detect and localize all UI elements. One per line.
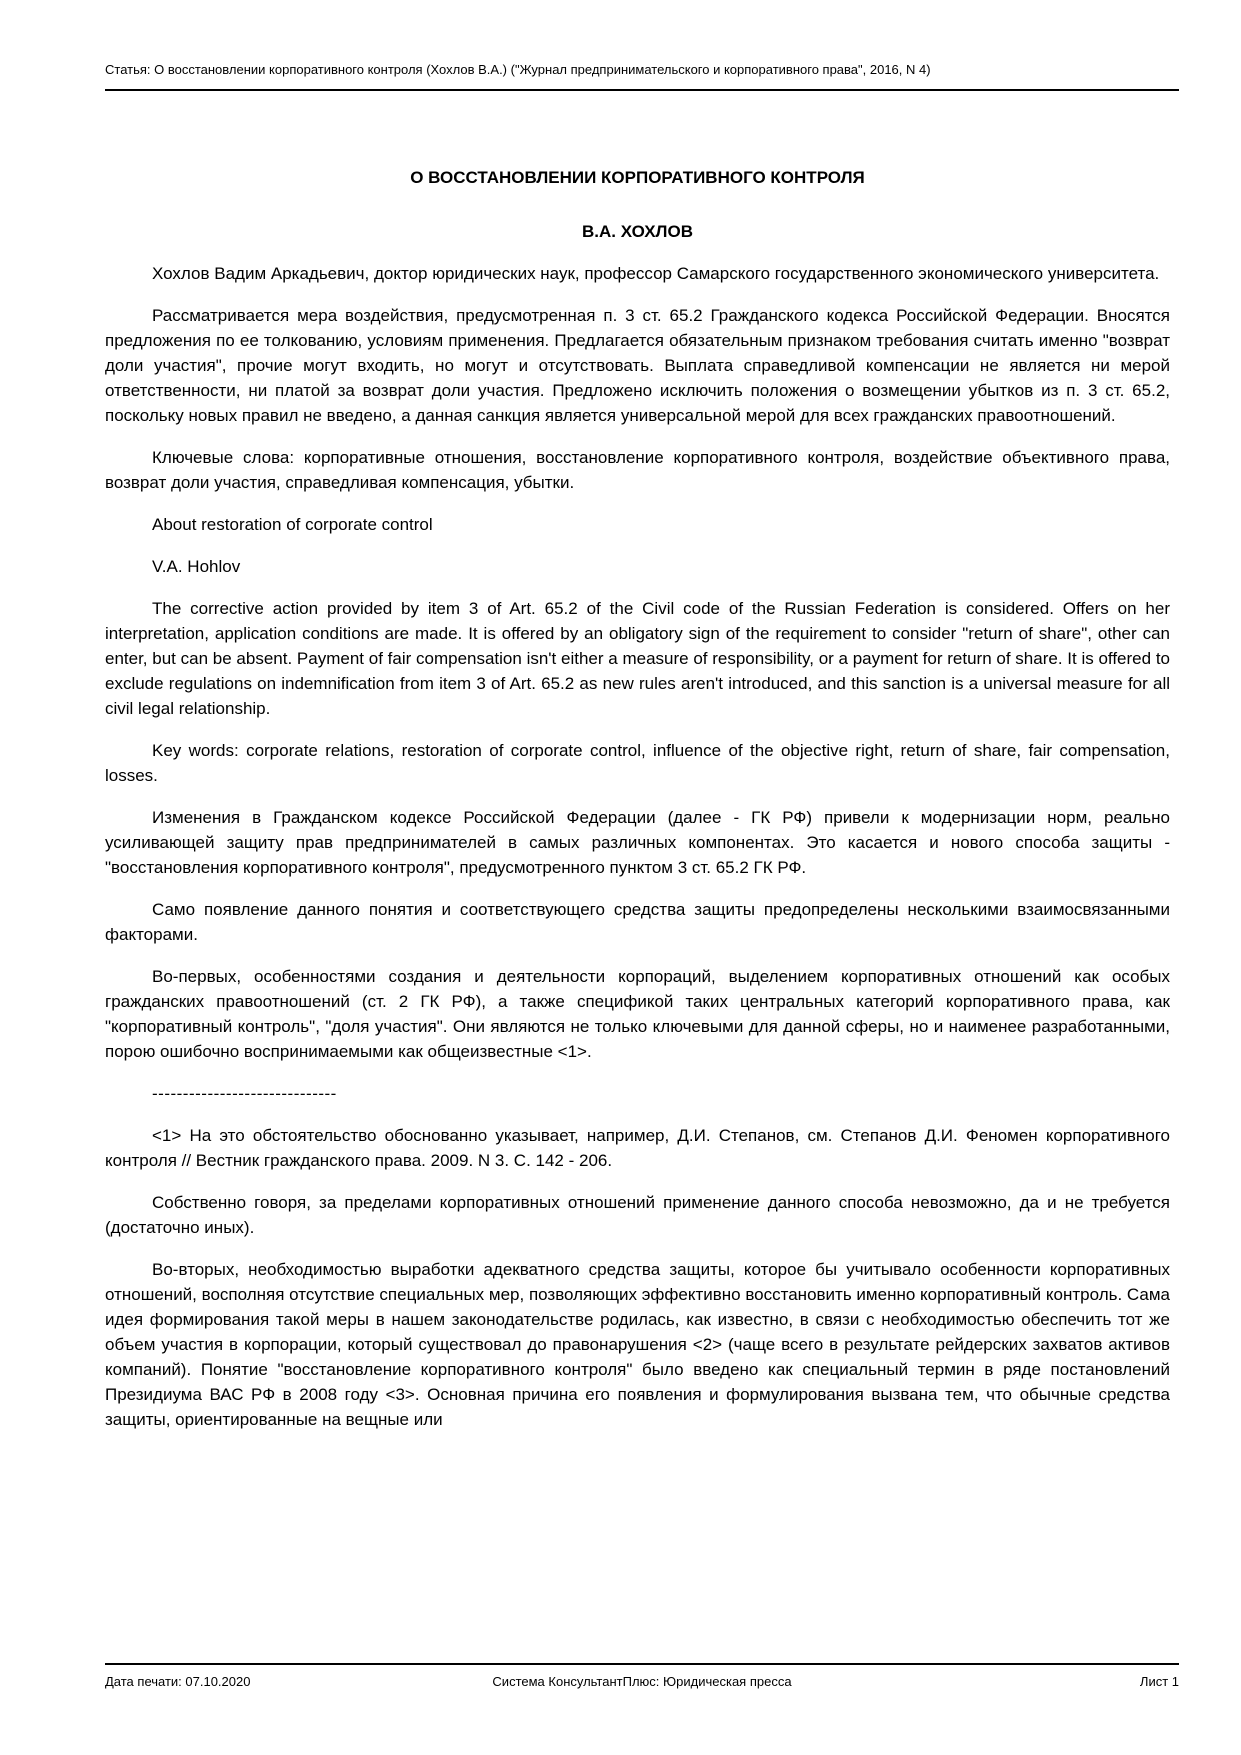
footer-system-name: Система КонсультантПлюс: Юридическая пресса — [492, 1674, 792, 1689]
paragraph-first-factor: Во-первых, особенностями создания и деятельности корпораций, выделением корпоративных отношений как особых гражданских правоотношений (ст. 2 ГК РФ), а также спецификой таких центральных категорий корпоративного права, как "корпоративный контроль", "доля участия". Они являются не только ключевыми для данной сферы, но и наименее разработанными, порою ошибочно воспринимаемыми как общеизвестные <1>. — [105, 967, 1170, 1061]
paragraph-scope-note: Собственно говоря, за пределами корпоративных отношений применение данного способа невозможно, да и не требуется (достаточно иных). — [105, 1193, 1170, 1237]
footnote-1: <1> На это обстоятельство обоснованно указывает, например, Д.И. Степанов, см. Степанов Д.И. Феномен корпоративного контроля // Вестник гражданского права. 2009. N 3. С. 142 - 206. — [105, 1126, 1170, 1170]
paragraph-keywords-en: Key words: corporate relations, restoration of corporate control, influence of the objective right, return of share, fair compensation, losses. — [105, 741, 1170, 785]
document-body — [105, 148, 1170, 1449]
paragraph-annotation-ru: Рассматривается мера воздействия, предусмотренная п. 3 ст. 65.2 Гражданского кодекса Российской Федерации. Вносятся предложения по ее толкованию, условиям применения. Предлагается обязательным признаком требования считать именно "возврат доли участия", прочие могут входить, но могут и отсутствовать. Выплата справедливой компенсации не является ни мерой ответственности, ни платой за возврат доли участия. Предложено исключить положения о возмещении убытков из п. 3 ст. 65.2, поскольку новых правил не введено, а данная санкция является универсальной мерой для всех гражданских правоотношений. — [105, 306, 1170, 425]
document-header-text: Статья: О восстановлении корпоративного контроля (Хохлов В.А.) ("Журнал предпринимательского и корпоративного права", 2016, N 4) — [105, 62, 931, 77]
article-title: О ВОССТАНОВЛЕНИИ КОРПОРАТИВНОГО КОНТРОЛЯ — [410, 168, 865, 187]
article-author: В.А. ХОХЛОВ — [582, 222, 693, 241]
paragraph-origin: Само появление данного понятия и соответствующего средства защиты предопределены несколькими взаимосвязанными факторами. — [105, 900, 1170, 944]
paragraph-affiliation: Хохлов Вадим Аркадьевич, доктор юридических наук, профессор Самарского государственного экономического университета. — [152, 264, 1160, 283]
document-header — [105, 62, 1179, 91]
paragraph-second-factor: Во-вторых, необходимостью выработки адекватного средства защиты, которое бы учитывало особенности корпоративных отношений, восполняя отсутствие специальных мер, позволяющих эффективно восстановить именно корпоративный контроль. Сама идея формирования такой меры в нашем законодательстве родилась, как известно, в связи с необходимостью обеспечить тот же объем участия в корпорации, который существовал до правонарушения <2> (чаще всего в результате рейдерских захватов активов компаний). Понятие "восстановление корпоративного контроля" было введено как специальный термин в ряде постановлений Президиума ВАС РФ в 2008 году <3>. Основная причина его появления и формулирования вызвана тем, что обычные средства защиты, ориентированные на вещные или — [105, 1260, 1170, 1429]
paragraph-intro: Изменения в Гражданском кодексе Российской Федерации (далее - ГК РФ) привели к модернизации норм, реально усиливающей защиту прав предпринимателей в самых различных компонентах. Это касается и нового способа защиты - "восстановления корпоративного контроля", предусмотренного пунктом 3 ст. 65.2 ГК РФ. — [105, 808, 1170, 877]
footer-sheet-number: Лист 1 — [1139, 1674, 1179, 1689]
paragraph-annotation-en: The corrective action provided by item 3 of Art. 65.2 of the Civil code of the Russian Federation is considered. Offers on her interpretation, application conditions are made. It is offered by an obligatory sign of the requirement to consider "return of share", other can enter, but can be absent. Payment of fair compensation isn't either a measure of responsibility, or a payment for return of share. It is offered to exclude regulations on indemnification from item 3 of Art. 65.2 as new rules aren't introduced, and this sanction is a universal measure for all civil legal relationship. — [105, 599, 1170, 718]
heading-author-en: V.A. Hohlov — [152, 557, 241, 576]
document-footer — [105, 1663, 1179, 1690]
paragraph-keywords-ru: Ключевые слова: корпоративные отношения, восстановление корпоративного контроля, воздействие объективного права, возврат доли участия, справедливая компенсация, убытки. — [105, 448, 1170, 492]
heading-title-en: About restoration of corporate control — [152, 515, 433, 534]
footnote-divider: ------------------------------ — [152, 1084, 337, 1103]
footer-print-date: Дата печати: 07.10.2020 — [105, 1674, 251, 1689]
